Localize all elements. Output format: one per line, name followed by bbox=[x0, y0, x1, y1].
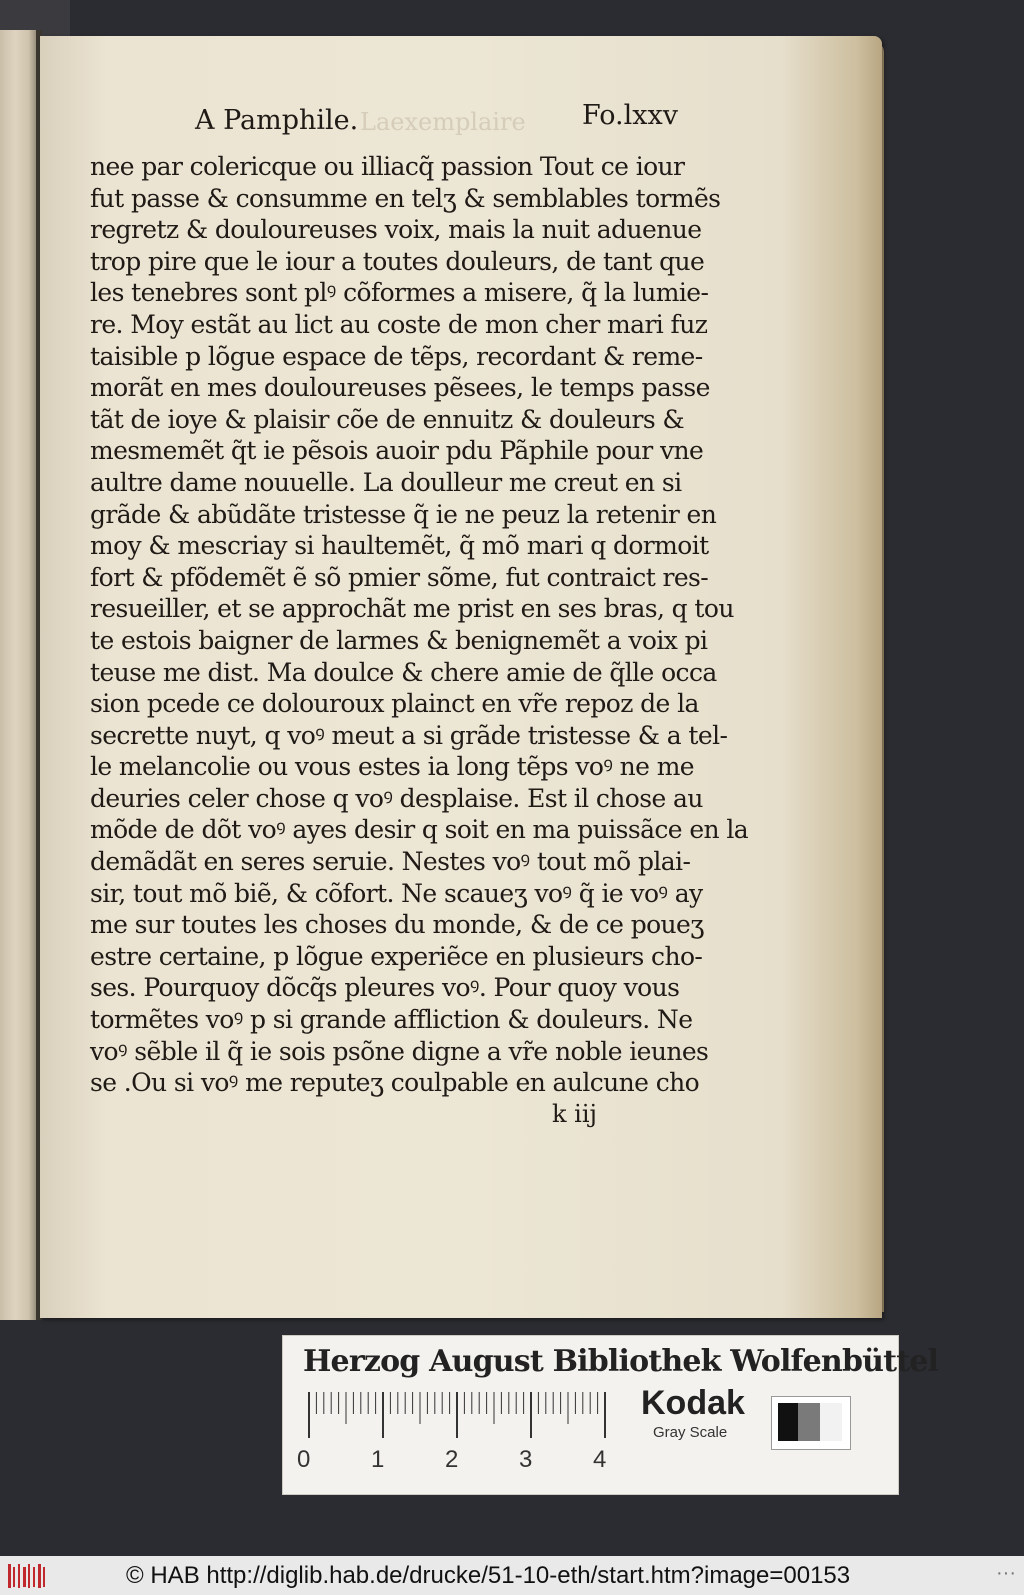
hab-logo-bar bbox=[13, 1567, 15, 1587]
footer-copyright-url[interactable]: © HAB http://diglib.hab.de/drucke/51-10-eth/start.htm?image=00153 bbox=[126, 1562, 851, 1589]
text-line: morãt en mes douloureuses pẽsees, le temps passe bbox=[90, 373, 710, 403]
text-line: le melancolie ou vous estes ia long tẽps voꝰ ne me bbox=[90, 752, 695, 782]
gray-patch-black bbox=[778, 1403, 798, 1441]
ruler-number: 3 bbox=[519, 1446, 533, 1473]
text-line: secrette nuyt, q voꝰ meut a si grãde tristesse & a tel- bbox=[90, 720, 728, 750]
more-options-icon[interactable]: ··· bbox=[996, 1562, 1016, 1584]
running-head-left: A Pamphile. bbox=[195, 105, 359, 136]
text-line: voꝰ sẽble il q̃ ie sois psõne digne a vr̃e noble ieunes bbox=[90, 1036, 709, 1066]
facing-page-edge bbox=[0, 30, 38, 1320]
text-line: se .Ou si voꝰ me reputeʒ coulpable en aulcune cho bbox=[90, 1068, 700, 1098]
text-line: resueiller, et se approchãt me prist en ses bras, q tou bbox=[90, 594, 734, 624]
hab-logo-bar bbox=[43, 1567, 45, 1587]
text-block bbox=[90, 151, 749, 1099]
ruler-number: 2 bbox=[445, 1446, 459, 1473]
ruler-number: 1 bbox=[371, 1446, 385, 1473]
footer-bar bbox=[0, 1556, 1024, 1595]
ruler-number: 0 bbox=[297, 1446, 311, 1473]
hab-logo-bar bbox=[28, 1564, 30, 1588]
text-line: regretz & douloureuses voix, mais la nuit aduenue bbox=[90, 215, 702, 245]
text-line: aultre dame nouuelle. La doulleur me creut en si bbox=[90, 467, 682, 497]
gray-scale-label: Gray Scale bbox=[653, 1424, 728, 1441]
kodak-logo: Kodak bbox=[641, 1384, 745, 1422]
ruler-numbers bbox=[297, 1446, 617, 1476]
text-line: trop pire que le iour a toutes douleurs, de tant que bbox=[90, 246, 705, 276]
hab-logo-icon bbox=[6, 1563, 48, 1589]
text-line: mesmemẽt q̃t ie pẽsois auoir pdu Pãphile pour vne bbox=[90, 436, 704, 466]
text-line: te estois baigner de larmes & benignemẽt a voix pi bbox=[90, 625, 708, 655]
text-line: moy & mescriay si haultemẽt, q̃ mõ mari q dormoit bbox=[90, 531, 709, 561]
text-line: taisible p lõgue espace de tẽps, recordant & reme- bbox=[90, 341, 703, 371]
text-line: les tenebres sont plꝰ cõformes a misere, q̃ la lumie- bbox=[90, 278, 709, 308]
folio-number: Fo.lxxv bbox=[582, 100, 678, 131]
text-line: tormẽtes voꝰ p si grande affliction & douleurs. Ne bbox=[90, 1005, 693, 1035]
gray-patch-dark bbox=[798, 1403, 820, 1441]
text-line: grãde & abũdãte tristesse q̃ ie ne peuz la retenir en bbox=[90, 499, 717, 529]
text-line: tãt de ioye & plaisir cõe de ennuitz & douleurs & bbox=[90, 404, 685, 434]
text-line: sir, tout mõ biẽ, & cõfort. Ne scaueʒ voꝰ q̃ ie voꝰ ay bbox=[90, 878, 703, 908]
running-head-show-through: Laexemplaire bbox=[360, 108, 526, 136]
hab-logo-bar bbox=[8, 1564, 11, 1588]
gray-patch-light bbox=[820, 1403, 842, 1441]
hab-logo-bar bbox=[38, 1564, 41, 1588]
text-line: re. Moy estãt au lict au coste de mon cher mari fuz bbox=[90, 309, 708, 339]
gray-scale-patches bbox=[771, 1396, 851, 1450]
hab-logo-bar bbox=[18, 1564, 20, 1588]
text-line: deuries celer chose q voꝰ desplaise. Est il chose au bbox=[90, 783, 703, 813]
text-line: nee par colericque ou illiacq̃ passion Tout ce iour bbox=[90, 152, 685, 181]
library-name: Herzog August Bibliothek Wolfenbüttel bbox=[303, 1344, 939, 1379]
text-line: mõde de dõt voꝰ ayes desir q soit en ma puissãce en la bbox=[90, 815, 749, 845]
text-line: fort & pfõdemẽt ẽ sõ pmier sõme, fut contraict res- bbox=[90, 562, 709, 592]
color-calibration-card bbox=[282, 1335, 939, 1495]
ruler-scale bbox=[305, 1388, 615, 1444]
ruler-number: 4 bbox=[593, 1446, 607, 1473]
text-line: teuse me dist. Ma doulce & chere amie de q̃lle occa bbox=[90, 657, 717, 687]
hab-logo-bar bbox=[33, 1567, 35, 1587]
text-line: fut passe & consumme en telʒ & semblables tormẽs bbox=[90, 183, 721, 213]
text-line: me sur toutes les choses du monde, & de ce poueʒ bbox=[90, 910, 704, 940]
text-line: ses. Pourquoy dõcq̃s pleures voꝰ. Pour quoy vous bbox=[90, 973, 680, 1003]
text-line: estre certaine, p lõgue experiẽce en plusieurs cho- bbox=[90, 941, 703, 971]
hab-logo-bar bbox=[23, 1567, 26, 1587]
signature-mark: k iij bbox=[552, 1100, 597, 1128]
text-line: sion pcede ce dolouroux plainct en vr̃e repoz de la bbox=[90, 689, 699, 719]
text-line: demãdãt en seres seruie. Nestes voꝰ tout mõ plai- bbox=[90, 847, 691, 877]
